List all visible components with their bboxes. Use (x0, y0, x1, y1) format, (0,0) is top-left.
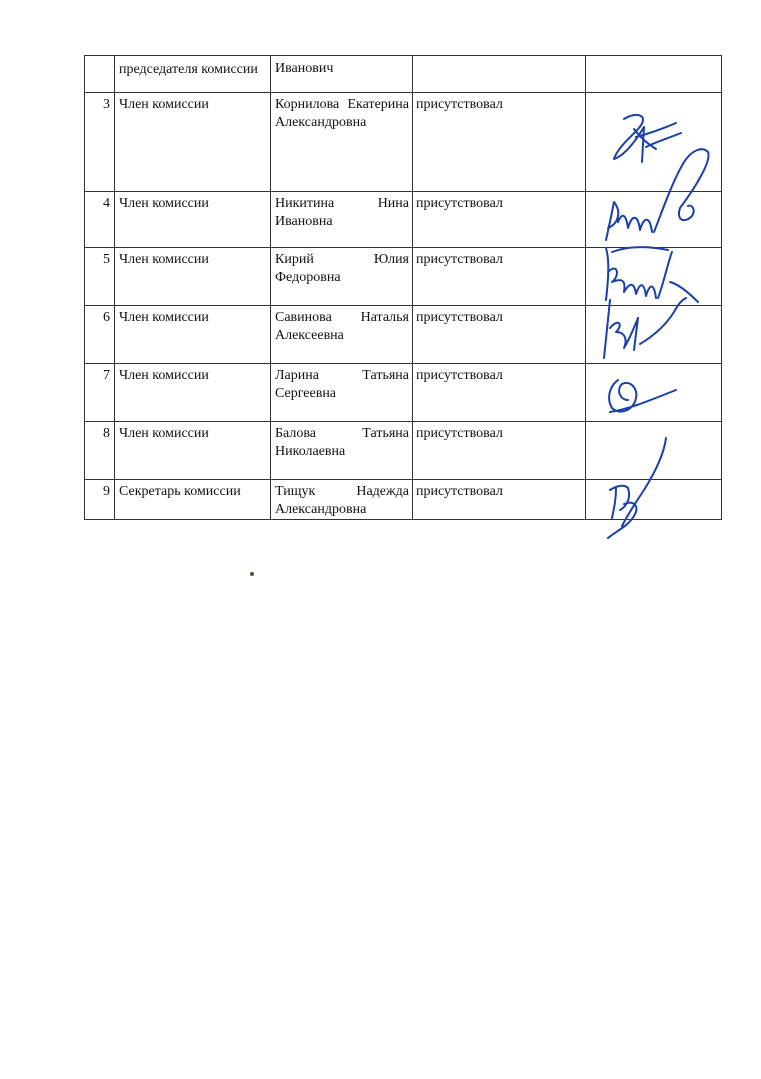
signature-cell (586, 364, 722, 422)
signature-icon (594, 434, 684, 544)
status-cell: присутствовал (413, 192, 586, 248)
name-part: Алексеевна (275, 328, 344, 343)
row-number: 3 (85, 93, 115, 192)
row-number: 5 (85, 248, 115, 306)
table-row (85, 306, 722, 364)
name-part: Балова (275, 426, 317, 441)
signature-cell (586, 56, 722, 93)
name-cell: Корнилова Екатерина Александровна (271, 93, 413, 192)
signature-cell (586, 306, 722, 364)
table-row (85, 480, 722, 520)
status-cell (413, 56, 586, 93)
name-cell (271, 306, 413, 364)
name-part: Никитина (275, 196, 335, 211)
row-number: 9 (85, 480, 115, 520)
ink-speck (250, 572, 254, 576)
name-part: Тищук (275, 484, 316, 499)
row-number: 6 (85, 306, 115, 364)
role-cell: Секретарь комиссии (115, 480, 271, 520)
signature-icon (594, 288, 704, 363)
name-part: Ларина (275, 368, 319, 383)
status-cell: присутствовал (413, 422, 586, 480)
signature-icon (592, 142, 722, 247)
name-part: Сергеевна (275, 386, 337, 401)
role-cell: Член комиссии (115, 364, 271, 422)
row-number: 4 (85, 192, 115, 248)
row-number: 7 (85, 364, 115, 422)
row-number (85, 56, 115, 93)
role-cell: председателя комиссии (115, 56, 271, 93)
status-cell: присутствовал (413, 306, 586, 364)
name-part: Кирий (275, 252, 314, 267)
name-part: Николаевна (275, 444, 346, 459)
name-cell: Иванович (271, 56, 413, 93)
attendance-table (84, 55, 722, 520)
name-part: Федоровна (275, 270, 341, 285)
name-part: Наталья (360, 310, 409, 325)
table-row (85, 192, 722, 248)
role-cell: Член комиссии (115, 422, 271, 480)
name-cell (271, 480, 413, 520)
table-row (85, 56, 722, 93)
status-cell: присутствовал (413, 480, 586, 520)
name-part: Татьяна (362, 426, 409, 441)
name-part: Татьяна (362, 368, 409, 383)
status-cell: присутствовал (413, 364, 586, 422)
name-part: Нина (377, 196, 409, 211)
role-cell: Член комиссии (115, 192, 271, 248)
name-part: Юлия (373, 252, 409, 267)
name-cell (271, 422, 413, 480)
name-part: Александровна (275, 502, 367, 517)
row-number: 8 (85, 422, 115, 480)
signature-cell (586, 480, 722, 520)
status-cell: присутствовал (413, 93, 586, 192)
name-part: Ивановна (275, 214, 333, 229)
role-cell: Член комиссии (115, 248, 271, 306)
role-cell: Член комиссии (115, 93, 271, 192)
role-cell: Член комиссии (115, 306, 271, 364)
status-cell: присутствовал (413, 248, 586, 306)
signature-cell (586, 192, 722, 248)
signature-icon (596, 366, 696, 421)
name-cell (271, 364, 413, 422)
table-row (85, 364, 722, 422)
name-cell (271, 192, 413, 248)
name-cell (271, 248, 413, 306)
name-part: Надежда (356, 484, 409, 499)
name-part: Савинова (275, 310, 332, 325)
